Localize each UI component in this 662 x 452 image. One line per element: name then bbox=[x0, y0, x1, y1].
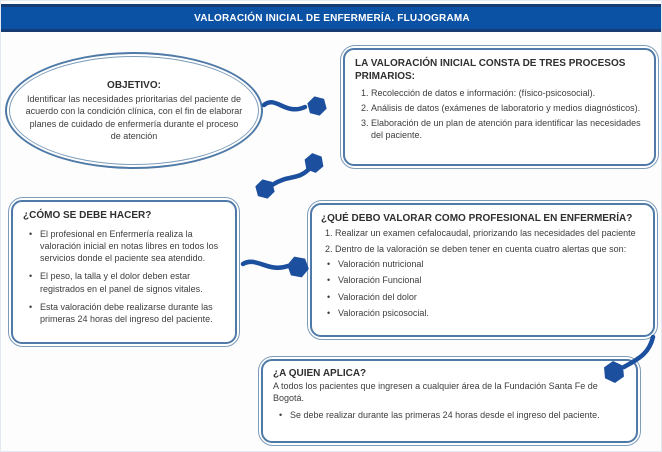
procesos-box bbox=[340, 45, 659, 169]
page-title: VALORACIÓN INICIAL DE ENFERMERÍA. FLUJOGRAMA bbox=[194, 12, 470, 24]
aplica-bullets bbox=[273, 409, 626, 421]
title-bar bbox=[1, 4, 662, 32]
hexagon-endpoint bbox=[305, 95, 329, 117]
que-valorar-numlist bbox=[321, 227, 645, 255]
list-item: • Valoración del dolor bbox=[325, 291, 645, 303]
que-valorar-bullets bbox=[321, 258, 645, 319]
procesos-list bbox=[355, 87, 644, 142]
connector-como-to-que-valorar bbox=[243, 262, 288, 268]
list-item: • Se debe realizar durante las primeras 24 horas desde el ingreso del paciente. bbox=[277, 409, 626, 421]
aplica-box bbox=[258, 356, 641, 446]
que-valorar-box bbox=[307, 200, 658, 340]
objective-oval bbox=[5, 52, 263, 169]
hexagon-endpoint bbox=[253, 178, 277, 200]
connector-procesos-to-como bbox=[272, 168, 310, 185]
list-item: • El peso, la talla y el dolor deben estar registrados en el panel de signos vitales. bbox=[27, 270, 225, 294]
como-title: ¿CÓMO SE DEBE HACER? bbox=[23, 210, 152, 221]
list-item: 2. Análisis de datos (exámenes de laboratorio y medios diagnósticos). bbox=[371, 102, 644, 114]
procesos-title: LA VALORACIÓN INICIAL CONSTA DE TRES PROCESOS PRIMARIOS: bbox=[355, 58, 626, 82]
aplica-title: ¿A QUIEN APLICA? bbox=[273, 368, 367, 379]
list-item: 2. Dentro de la valoración se deben tener en cuenta cuatro alertas que son: bbox=[335, 243, 645, 255]
objective-oval-inner bbox=[9, 56, 259, 165]
list-item: • Esta valoración debe realizarse durante las primeras 24 horas del ingreso del paciente. bbox=[27, 301, 225, 325]
list-item: • El profesional en Enfermería realiza la valoración inicial en notas libres en todos los servicios donde el paciente sea atendido. bbox=[27, 228, 225, 264]
como-box bbox=[8, 197, 240, 347]
como-list bbox=[23, 228, 225, 325]
list-item: 3. Elaboración de un plan de atención para identificar las necesidades del paciente. bbox=[371, 117, 644, 141]
list-item: • Valoración psicosocial. bbox=[325, 307, 645, 319]
list-item: • Valoración Funcional bbox=[325, 274, 645, 286]
connector-oval-to-procesos bbox=[264, 102, 305, 109]
objective-body: Identificar las necesidades prioritarias del paciente de acuerdo con la condición clínica, con el fin de elaborar planes de cuidado de enfermería durante el proceso de atención bbox=[25, 94, 243, 141]
objective-title: OBJETIVO: bbox=[107, 80, 161, 92]
aplica-body: A todos los pacientes que ingresen a cualquier área de la Fundación Santa Fe de Bogotá. bbox=[273, 381, 598, 404]
list-item: • Valoración nutricional bbox=[325, 258, 645, 270]
hexagon-endpoint bbox=[302, 151, 327, 174]
que-valorar-title: ¿QUÉ DEBO VALORAR COMO PROFESIONAL EN ENFERMERÍA? bbox=[321, 213, 633, 224]
list-item: 1. Realizar un examen cefalocaudal, priorizando las necesidades del paciente bbox=[335, 227, 645, 239]
list-item: 1. Recolección de datos e información: (físico-psicosocial). bbox=[371, 87, 644, 99]
